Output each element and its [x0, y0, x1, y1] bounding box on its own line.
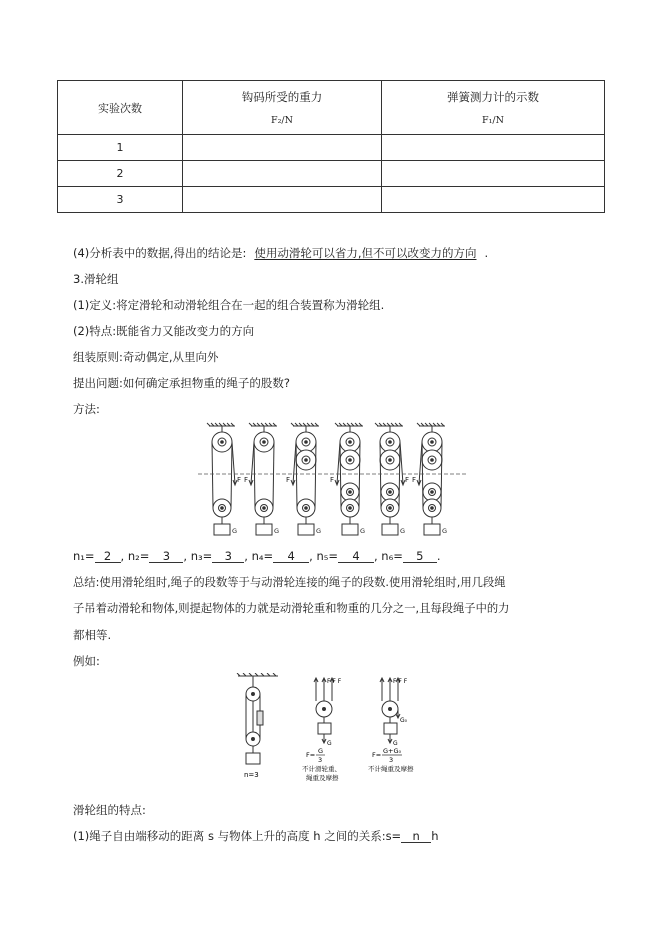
svg-text:G: G: [442, 527, 448, 535]
conclusion-answer: 使用动滑轮可以省力,但不可以改变力的方向: [254, 246, 477, 260]
example-pulley-figure: [232, 673, 442, 785]
example-label: 例如:: [73, 654, 100, 668]
summary-line-2: 子吊着动滑轮和物体,则提起物体的力就是动滑轮重和物重的几分之一,且每段绳子中的力: [73, 602, 510, 615]
pulley-system-3: [286, 423, 321, 535]
svg-text:F: F: [412, 476, 417, 484]
svg-text:F=: F=: [306, 751, 316, 759]
svg-text:G: G: [232, 527, 238, 535]
header-trial: 实验次数: [58, 81, 183, 135]
svg-text:F F F: F F F: [393, 678, 408, 685]
svg-text:G: G: [393, 740, 398, 747]
svg-text:3: 3: [318, 756, 323, 764]
svg-text:G: G: [318, 747, 324, 755]
svg-text:绳重及摩擦: 绳重及摩擦: [306, 774, 339, 782]
svg-text:F F F: F F F: [327, 678, 342, 685]
pulley-systems-figure: [198, 422, 468, 546]
svg-text:F=: F=: [372, 751, 382, 759]
method-label: 方法:: [73, 402, 100, 416]
svg-text:G: G: [327, 740, 332, 747]
feature-line: (2)特点:既能省力又能改变力的方向: [73, 324, 255, 338]
svg-text:3: 3: [389, 756, 394, 764]
principle-line: 组装原则:奇动偶定,从里向外: [73, 350, 219, 364]
svg-text:G: G: [274, 527, 280, 535]
pulley-system-4: [330, 423, 365, 535]
svg-text:G₀: G₀: [400, 717, 408, 724]
last-line: (1)绳子自由端移动的距离 s 与物体上升的高度 h 之间的关系:s= n h: [73, 829, 439, 843]
svg-text:G+G₀: G+G₀: [383, 747, 402, 755]
svg-text:F: F: [244, 476, 249, 484]
n-label: n=3: [244, 771, 259, 779]
table-row: 1: [58, 135, 605, 161]
svg-text:G: G: [316, 527, 322, 535]
section-heading: 3.滑轮组: [73, 272, 119, 286]
conclusion-line: (4)分析表中的数据,得出的结论是: 使用动滑轮可以省力,但不可以改变力的方向 .: [73, 246, 489, 260]
question-line: 提出问题:如何确定承担物重的绳子的股数?: [73, 376, 290, 390]
header-spring: 弹簧测力计的示数 F₁/N: [382, 81, 605, 135]
pulley-system-2: [244, 423, 279, 535]
pulley-system-5: [375, 423, 409, 535]
experiment-table: [57, 80, 605, 213]
svg-text:F: F: [405, 476, 410, 484]
header-weight: 钩码所受的重力 F₂/N: [183, 81, 382, 135]
answers-line: n₁= 2 , n₂= 3 , n₃= 3 , n₄= 4 , n₅= 4 , n₆= 5 .: [73, 549, 441, 563]
svg-text:F: F: [330, 476, 335, 484]
pulley-system-6: [412, 423, 447, 535]
svg-text:G: G: [400, 527, 406, 535]
svg-text:G: G: [360, 527, 366, 535]
table-row: 3: [58, 187, 605, 213]
svg-text:F: F: [237, 476, 242, 484]
summary-line-3: 都相等.: [73, 628, 112, 642]
svg-text:F: F: [286, 476, 291, 484]
table-row: 2: [58, 161, 605, 187]
summary-line-1: 总结:使用滑轮组时,绳子的段数等于与动滑轮连接的绳子的段数.使用滑轮组时,用几段绳: [73, 576, 506, 589]
svg-text:不计绳重及摩擦: 不计绳重及摩擦: [368, 765, 414, 773]
pulley-system-1: [207, 423, 241, 535]
features-title: 滑轮组的特点:: [73, 803, 146, 817]
definition-line: (1)定义:将定滑轮和动滑轮组合在一起的组合装置称为滑轮组.: [73, 298, 385, 312]
svg-text:不计滑轮重、: 不计滑轮重、: [302, 765, 341, 773]
